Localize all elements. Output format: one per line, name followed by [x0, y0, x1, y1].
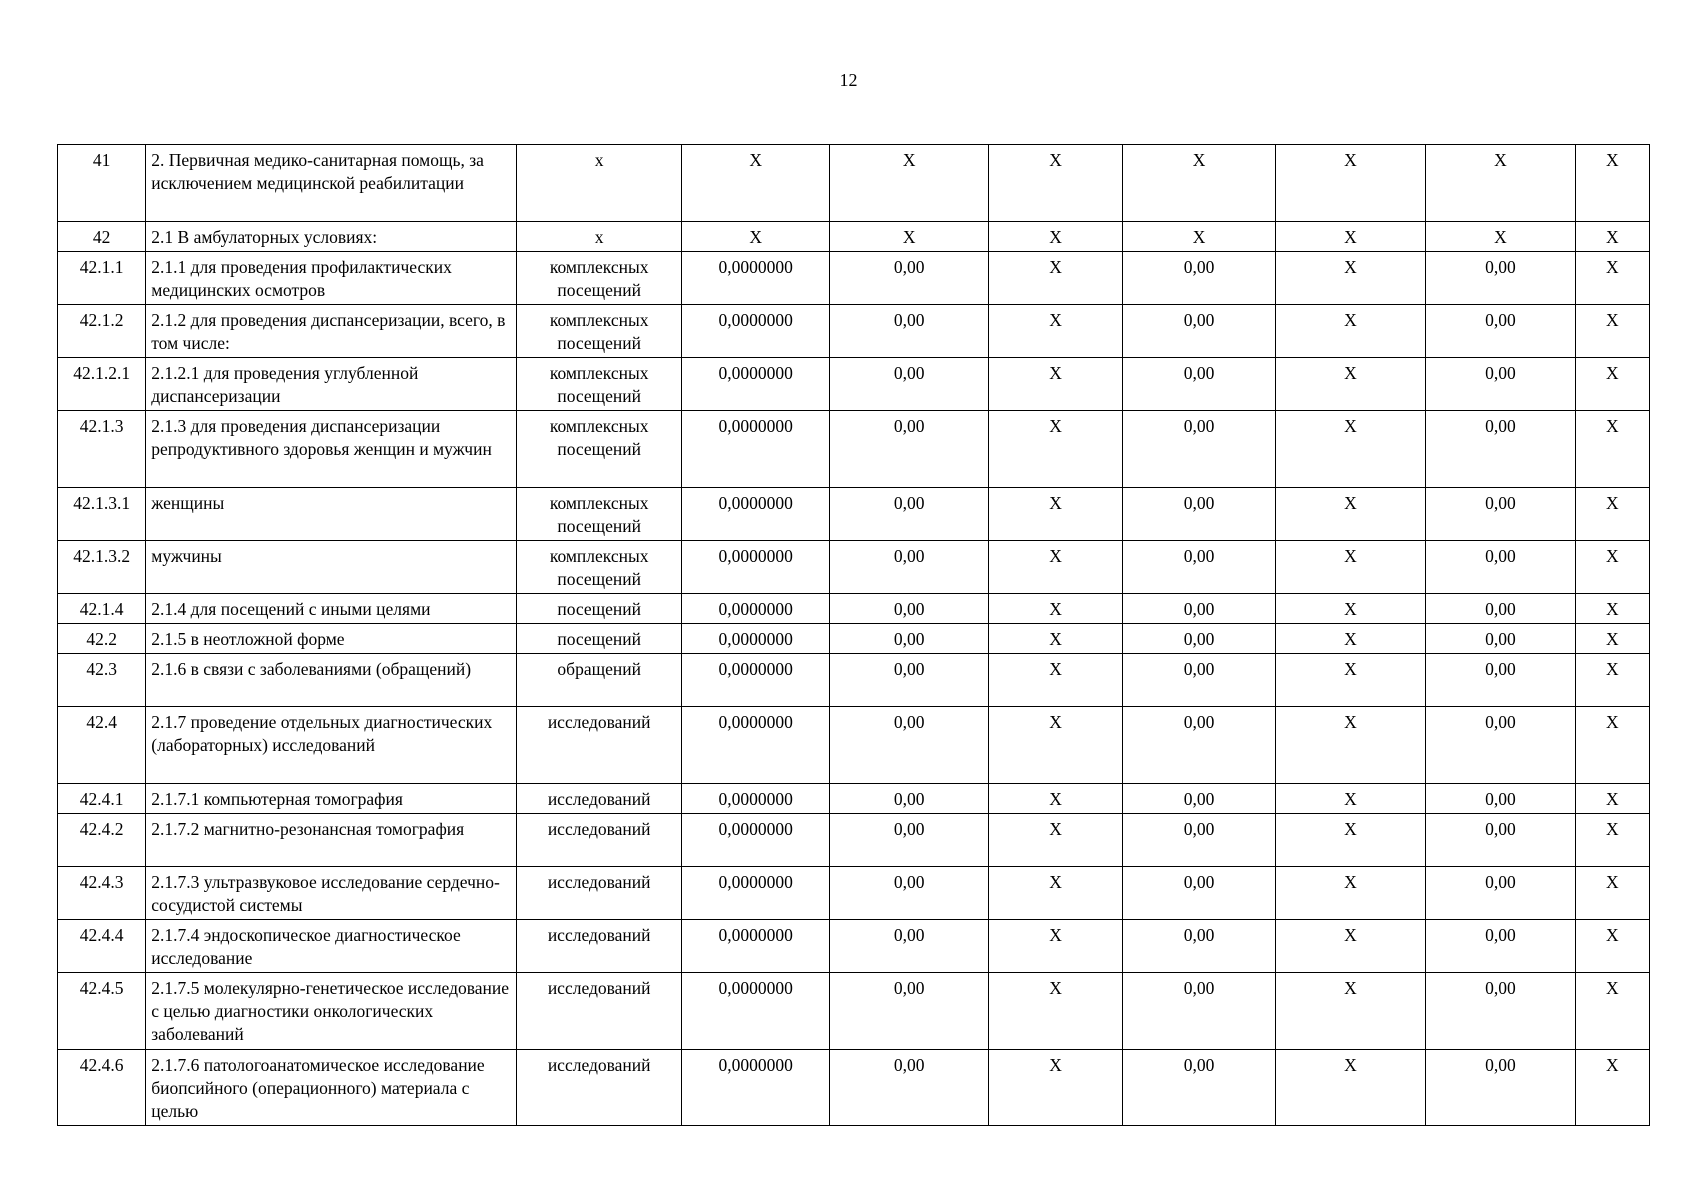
- cell-value: Х: [681, 222, 829, 252]
- row-name: 2.1.5 в неотложной форме: [146, 624, 517, 654]
- cell-value: Х: [830, 145, 988, 222]
- cell-value: 0,00: [1426, 252, 1575, 305]
- cell-value: Х: [1575, 784, 1649, 814]
- table-row: [58, 594, 1650, 624]
- cell-value: 0,00: [830, 252, 988, 305]
- cell-value: 0,00: [1123, 784, 1275, 814]
- row-number: 42.1.1: [58, 252, 146, 305]
- cell-value: 0,00: [1123, 541, 1275, 594]
- cell-value: Х: [1275, 252, 1425, 305]
- cell-value: Х: [1575, 594, 1649, 624]
- cell-value: Х: [1426, 222, 1575, 252]
- cell-value: Х: [988, 920, 1122, 973]
- cell-value: Х: [1275, 222, 1425, 252]
- cell-value: Х: [988, 222, 1122, 252]
- cell-value: 0,00: [1123, 305, 1275, 358]
- cell-value: Х: [1575, 411, 1649, 488]
- cell-value: Х: [1275, 707, 1425, 784]
- cell-value: 0,00: [1123, 920, 1275, 973]
- table-row: [58, 1050, 1650, 1126]
- cell-value: Х: [830, 222, 988, 252]
- row-number: 42.4.5: [58, 973, 146, 1050]
- table-body: [58, 145, 1650, 1126]
- cell-value: 0,00: [1123, 1050, 1275, 1126]
- cell-value: Х: [988, 541, 1122, 594]
- cell-value: Х: [1575, 145, 1649, 222]
- table-row: [58, 145, 1650, 222]
- cell-value: 0,00: [1426, 707, 1575, 784]
- row-number: 42.4.4: [58, 920, 146, 973]
- cell-value: 0,00: [830, 541, 988, 594]
- cell-value: 0,00: [1426, 920, 1575, 973]
- cell-value: 0,0000000: [681, 305, 829, 358]
- page-number: 12: [839, 70, 858, 90]
- cell-value: 0,00: [830, 594, 988, 624]
- cell-value: 0,00: [1123, 867, 1275, 920]
- row-number: 41: [58, 145, 146, 222]
- row-name: 2.1.1 для проведения профилактических медицинских осмотров: [146, 252, 517, 305]
- cell-value: Х: [988, 252, 1122, 305]
- row-name: 2.1.2 для проведения диспансеризации, всего, в том числе:: [146, 305, 517, 358]
- cell-value: 0,00: [1426, 973, 1575, 1050]
- cell-value: 0,00: [1123, 411, 1275, 488]
- cell-value: 0,0000000: [681, 358, 829, 411]
- table-row: [58, 654, 1650, 707]
- row-unit: обращений: [517, 654, 682, 707]
- row-number: 42.4.3: [58, 867, 146, 920]
- row-unit: исследований: [517, 784, 682, 814]
- cell-value: Х: [1275, 867, 1425, 920]
- cell-value: Х: [988, 867, 1122, 920]
- row-unit: комплексных посещений: [517, 305, 682, 358]
- cell-value: Х: [1275, 145, 1425, 222]
- row-number: 42.4.6: [58, 1050, 146, 1126]
- cell-value: 0,0000000: [681, 594, 829, 624]
- cell-value: Х: [681, 145, 829, 222]
- cell-value: 0,0000000: [681, 973, 829, 1050]
- cell-value: Х: [988, 145, 1122, 222]
- cell-value: Х: [1275, 541, 1425, 594]
- row-name: 2.1.3 для проведения диспансеризации репродуктивного здоровья женщин и мужчин: [146, 411, 517, 488]
- row-unit: исследований: [517, 973, 682, 1050]
- cell-value: 0,00: [1426, 624, 1575, 654]
- cell-value: Х: [988, 973, 1122, 1050]
- cell-value: 0,00: [1426, 358, 1575, 411]
- row-number: 42.4: [58, 707, 146, 784]
- row-unit: х: [517, 145, 682, 222]
- cell-value: Х: [1575, 814, 1649, 867]
- table-row: [58, 305, 1650, 358]
- row-number: 42.1.3.2: [58, 541, 146, 594]
- cell-value: Х: [1123, 222, 1275, 252]
- cell-value: Х: [988, 624, 1122, 654]
- cell-value: Х: [1426, 145, 1575, 222]
- cell-value: Х: [988, 411, 1122, 488]
- cell-value: Х: [1575, 654, 1649, 707]
- cell-value: Х: [988, 488, 1122, 541]
- cell-value: Х: [1275, 305, 1425, 358]
- row-name: 2.1.4 для посещений с иными целями: [146, 594, 517, 624]
- cell-value: Х: [988, 814, 1122, 867]
- cell-value: 0,00: [830, 920, 988, 973]
- row-unit: исследований: [517, 814, 682, 867]
- cell-value: 0,00: [1123, 358, 1275, 411]
- cell-value: 0,00: [1426, 814, 1575, 867]
- cell-value: 0,00: [1426, 411, 1575, 488]
- cell-value: Х: [1275, 973, 1425, 1050]
- row-name: 2.1.7.1 компьютерная томография: [146, 784, 517, 814]
- cell-value: 0,00: [830, 411, 988, 488]
- cell-value: 0,0000000: [681, 867, 829, 920]
- table-row: [58, 784, 1650, 814]
- cell-value: 0,00: [1123, 624, 1275, 654]
- cell-value: 0,0000000: [681, 784, 829, 814]
- cell-value: 0,00: [1123, 707, 1275, 784]
- cell-value: Х: [1275, 654, 1425, 707]
- cell-value: 0,00: [830, 814, 988, 867]
- row-name: 2.1.7.3 ультразвуковое исследование сердечно-сосудистой системы: [146, 867, 517, 920]
- cell-value: 0,00: [1123, 814, 1275, 867]
- cell-value: 0,00: [1123, 594, 1275, 624]
- row-number: 42.1.2: [58, 305, 146, 358]
- table-row: [58, 252, 1650, 305]
- table-row: [58, 707, 1650, 784]
- table-row: [58, 920, 1650, 973]
- cell-value: 0,0000000: [681, 654, 829, 707]
- cell-value: 0,0000000: [681, 488, 829, 541]
- cell-value: 0,00: [830, 358, 988, 411]
- cell-value: Х: [1575, 973, 1649, 1050]
- cell-value: Х: [988, 784, 1122, 814]
- cell-value: 0,00: [830, 624, 988, 654]
- row-name: 2.1.7.2 магнитно-резонансная томография: [146, 814, 517, 867]
- cell-value: 0,00: [1123, 654, 1275, 707]
- table-row: [58, 867, 1650, 920]
- row-unit: комплексных посещений: [517, 358, 682, 411]
- row-number: 42.1.4: [58, 594, 146, 624]
- cell-value: Х: [1575, 488, 1649, 541]
- cell-value: 0,0000000: [681, 1050, 829, 1126]
- cell-value: 0,00: [830, 1050, 988, 1126]
- cell-value: 0,00: [830, 707, 988, 784]
- row-unit: исследований: [517, 867, 682, 920]
- row-name: 2.1.7.6 патологоанатомическое исследование биопсийного (операционного) материала с целью: [146, 1050, 517, 1126]
- cell-value: 0,00: [1426, 594, 1575, 624]
- cell-value: Х: [1275, 358, 1425, 411]
- cell-value: 0,00: [1123, 252, 1275, 305]
- row-unit: посещений: [517, 624, 682, 654]
- row-unit: посещений: [517, 594, 682, 624]
- row-unit: х: [517, 222, 682, 252]
- cell-value: Х: [1575, 305, 1649, 358]
- cell-value: 0,00: [1426, 867, 1575, 920]
- table-row: [58, 488, 1650, 541]
- cell-value: 0,00: [1426, 305, 1575, 358]
- cell-value: 0,00: [1426, 784, 1575, 814]
- cell-value: 0,0000000: [681, 920, 829, 973]
- row-unit: исследований: [517, 707, 682, 784]
- table-row: [58, 814, 1650, 867]
- cell-value: Х: [1575, 541, 1649, 594]
- cell-value: Х: [1275, 814, 1425, 867]
- cell-value: 0,00: [830, 654, 988, 707]
- cell-value: 0,0000000: [681, 624, 829, 654]
- cell-value: Х: [1575, 358, 1649, 411]
- cell-value: Х: [1275, 594, 1425, 624]
- cell-value: Х: [1575, 867, 1649, 920]
- table-row: [58, 411, 1650, 488]
- cell-value: Х: [1275, 411, 1425, 488]
- row-name: 2.1.6 в связи с заболеваниями (обращений): [146, 654, 517, 707]
- cell-value: 0,00: [1123, 973, 1275, 1050]
- cell-value: 0,00: [1426, 1050, 1575, 1126]
- cell-value: Х: [988, 358, 1122, 411]
- cell-value: Х: [1575, 222, 1649, 252]
- cell-value: Х: [1123, 145, 1275, 222]
- cell-value: Х: [1575, 1050, 1649, 1126]
- cell-value: Х: [1275, 624, 1425, 654]
- cell-value: 0,00: [830, 488, 988, 541]
- cell-value: 0,0000000: [681, 411, 829, 488]
- row-number: 42: [58, 222, 146, 252]
- row-number: 42.4.1: [58, 784, 146, 814]
- row-number: 42.4.2: [58, 814, 146, 867]
- cell-value: 0,0000000: [681, 814, 829, 867]
- row-name: женщины: [146, 488, 517, 541]
- table-row: [58, 624, 1650, 654]
- row-name: 2.1.7 проведение отдельных диагностических (лабораторных) исследований: [146, 707, 517, 784]
- cell-value: 0,0000000: [681, 541, 829, 594]
- cell-value: Х: [988, 707, 1122, 784]
- cell-value: Х: [988, 594, 1122, 624]
- cell-value: 0,00: [830, 305, 988, 358]
- cell-value: 0,00: [830, 784, 988, 814]
- cell-value: Х: [1275, 784, 1425, 814]
- cell-value: Х: [1575, 920, 1649, 973]
- row-number: 42.1.3.1: [58, 488, 146, 541]
- cell-value: Х: [988, 654, 1122, 707]
- cell-value: 0,00: [1426, 541, 1575, 594]
- row-number: 42.1.2.1: [58, 358, 146, 411]
- row-name: 2.1.7.5 молекулярно-генетическое исследование с целью диагностики онкологических заболеваний: [146, 973, 517, 1050]
- row-number: 42.2: [58, 624, 146, 654]
- cell-value: Х: [1275, 920, 1425, 973]
- cell-value: 0,00: [830, 867, 988, 920]
- row-unit: исследований: [517, 920, 682, 973]
- row-name: 2. Первичная медико-санитарная помощь, за исключением медицинской реабилитации: [146, 145, 517, 222]
- cell-value: Х: [988, 305, 1122, 358]
- row-unit: комплексных посещений: [517, 252, 682, 305]
- cell-value: 0,00: [1426, 488, 1575, 541]
- table-row: [58, 358, 1650, 411]
- row-number: 42.1.3: [58, 411, 146, 488]
- cell-value: Х: [1275, 1050, 1425, 1126]
- cell-value: Х: [1575, 624, 1649, 654]
- cell-value: 0,0000000: [681, 707, 829, 784]
- row-name: 2.1 В амбулаторных условиях:: [146, 222, 517, 252]
- table-row: [58, 222, 1650, 252]
- cell-value: 0,0000000: [681, 252, 829, 305]
- data-table: [57, 144, 1650, 1126]
- row-unit: исследований: [517, 1050, 682, 1126]
- row-unit: комплексных посещений: [517, 541, 682, 594]
- table-row: [58, 541, 1650, 594]
- row-name: 2.1.7.4 эндоскопическое диагностическое исследование: [146, 920, 517, 973]
- row-unit: комплексных посещений: [517, 411, 682, 488]
- cell-value: Х: [1575, 707, 1649, 784]
- cell-value: 0,00: [830, 973, 988, 1050]
- row-name: мужчины: [146, 541, 517, 594]
- row-number: 42.3: [58, 654, 146, 707]
- cell-value: 0,00: [1123, 488, 1275, 541]
- row-unit: комплексных посещений: [517, 488, 682, 541]
- cell-value: Х: [988, 1050, 1122, 1126]
- row-name: 2.1.2.1 для проведения углубленной диспансеризации: [146, 358, 517, 411]
- table-row: [58, 973, 1650, 1050]
- cell-value: Х: [1575, 252, 1649, 305]
- cell-value: 0,00: [1426, 654, 1575, 707]
- cell-value: Х: [1275, 488, 1425, 541]
